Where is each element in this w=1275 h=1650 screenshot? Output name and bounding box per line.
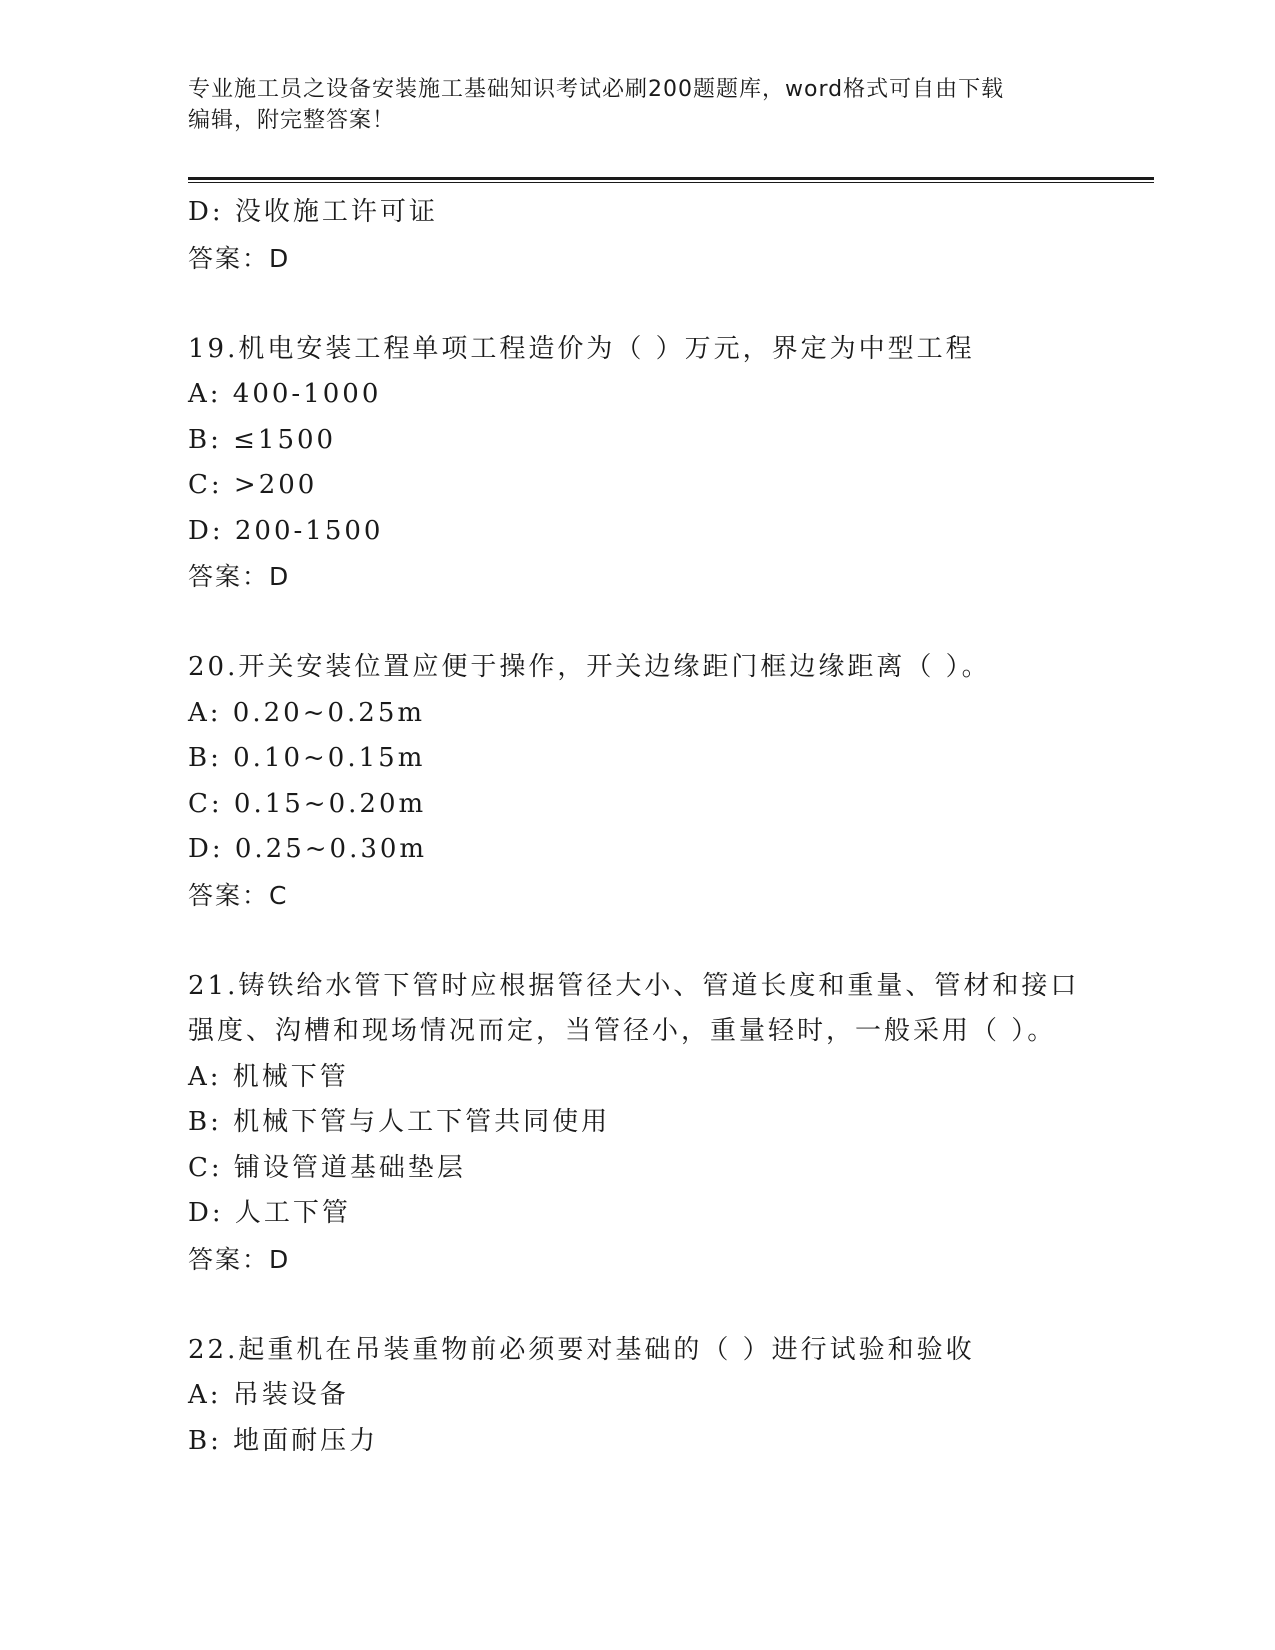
option-a: A: 吊装设备 — [188, 1380, 349, 1410]
option-c: C: 0.15~0.20m — [188, 788, 427, 819]
document-header — [188, 74, 1068, 136]
spacer — [188, 918, 1088, 964]
option-a: A: 0.20~0.25m — [188, 697, 426, 728]
question-stem: 22.起重机在吊装重物前必须要对基础的（ ）进行试验和验收 — [188, 1334, 975, 1365]
option-b: B: 0.10~0.15m — [188, 743, 426, 773]
question-19 — [188, 327, 1088, 600]
question-list — [188, 190, 1088, 1464]
header-title-line-2: 编辑，附完整答案！ — [188, 108, 396, 133]
question-21 — [188, 964, 1088, 1283]
question-22 — [188, 1328, 1088, 1465]
answer-line: 答案：D — [188, 243, 291, 273]
answer-line: 答案：C — [188, 880, 289, 910]
option-d: D: 200-1500 — [188, 515, 384, 546]
question-stem-line-2: 强度、沟槽和现场情况而定，当管径小，重量轻时，一般采用（ ）。 — [188, 1016, 1057, 1046]
option-c: C: 铺设管道基础垫层 — [188, 1152, 466, 1183]
question-18-tail — [188, 190, 1088, 281]
header-divider-thin — [188, 182, 1154, 183]
option-d: D: 没收施工许可证 — [188, 197, 438, 227]
option-a: A: 机械下管 — [188, 1061, 349, 1092]
spacer — [188, 600, 1088, 646]
option-c: C: >200 — [188, 470, 318, 500]
option-d: D: 0.25~0.30m — [188, 834, 428, 864]
option-b: B: 机械下管与人工下管共同使用 — [188, 1107, 611, 1137]
question-stem: 19.机电安装工程单项工程造价为（ ）万元，界定为中型工程 — [188, 333, 975, 364]
header-title-line-1: 专业施工员之设备安装施工基础知识考试必刷200题题库，word格式可自由下载 — [188, 77, 1005, 102]
header-divider-thick — [188, 177, 1154, 180]
option-b: B: ≤1500 — [188, 424, 337, 455]
option-a: A: 400-1000 — [188, 379, 382, 409]
question-20 — [188, 645, 1088, 918]
spacer — [188, 281, 1088, 327]
spacer — [188, 1282, 1088, 1328]
answer-line: 答案：D — [188, 562, 291, 591]
question-stem: 20.开关安装位置应便于操作，开关边缘距门框边缘距离（ ）。 — [188, 652, 991, 682]
question-stem-line-1: 21.铸铁给水管下管时应根据管径大小、管道长度和重量、管材和接口 — [188, 970, 1080, 1001]
option-d: D: 人工下管 — [188, 1198, 351, 1228]
option-b: B: 地面耐压力 — [188, 1425, 379, 1456]
answer-line: 答案：D — [188, 1244, 291, 1274]
